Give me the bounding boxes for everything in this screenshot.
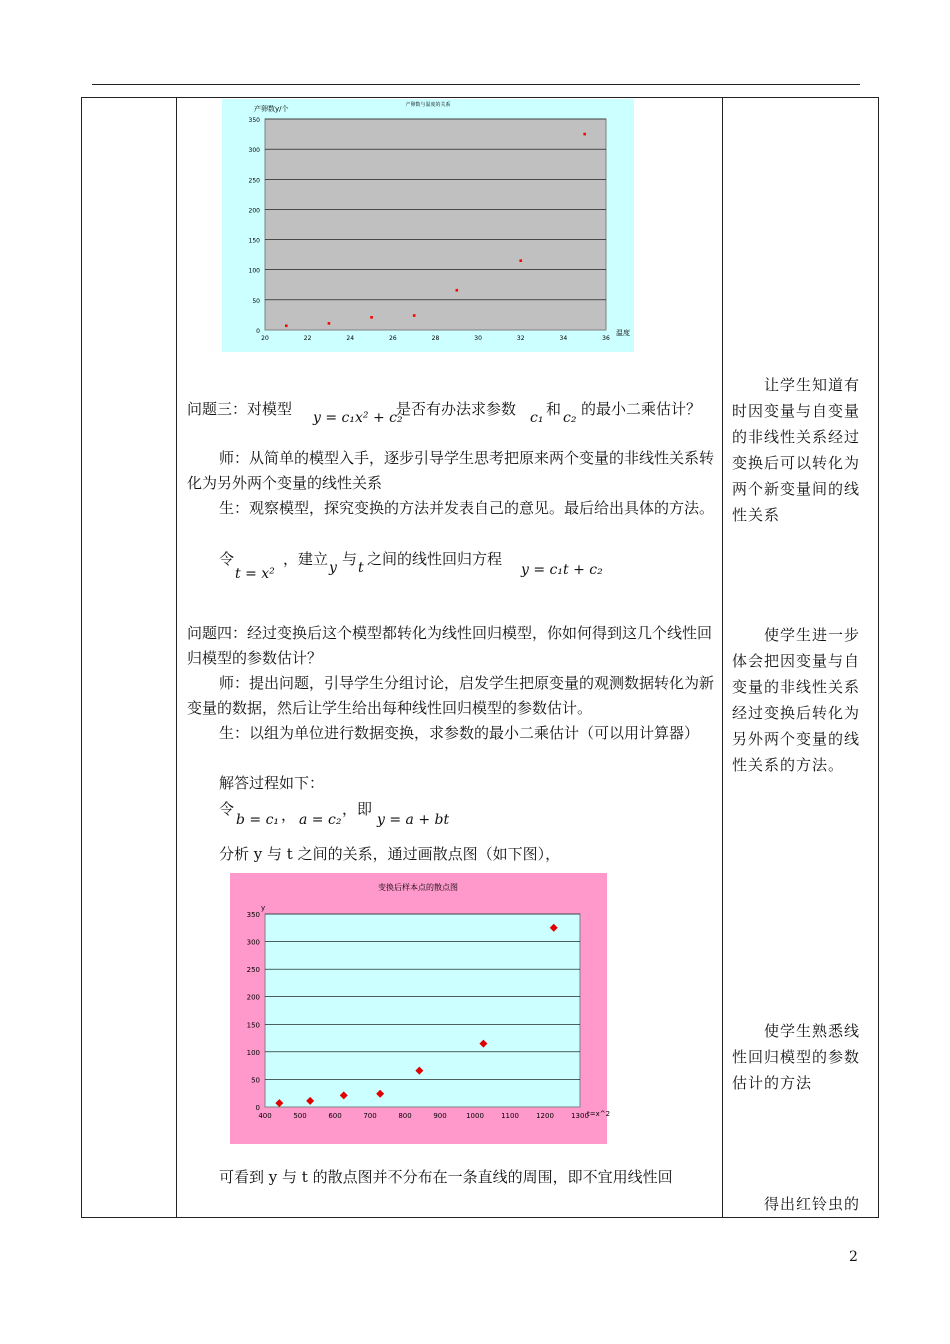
y-tick-label: 0 (256, 328, 260, 335)
chart-temperature-eggs (222, 99, 634, 352)
y-tick-label: 150 (248, 237, 260, 245)
x-tick-label: 24 (346, 335, 355, 342)
let1-text-c: 与 (342, 550, 358, 568)
side-note-1 (732, 372, 874, 528)
y-tick-label: 0 (255, 1104, 260, 1112)
x-tick-label: 800 (398, 1112, 412, 1120)
q3-c2: c₂ (563, 410, 577, 426)
y-tick-label: 350 (248, 117, 260, 124)
data-point (456, 289, 459, 292)
data-point (370, 316, 373, 319)
data-point (413, 314, 416, 317)
y-tick-label: 200 (248, 207, 260, 215)
x-tick-label: 36 (602, 335, 610, 342)
x-tick-label: 30 (474, 335, 482, 342)
x-tick-label: 600 (328, 1112, 342, 1120)
q3-mid: 是否有办法求参数 (396, 400, 517, 418)
x-axis-label: t=x^2 (587, 1110, 611, 1118)
y-tick-label: 200 (246, 993, 260, 1002)
let2-line-eq: y = a + bt (377, 812, 450, 828)
y-tick-label: 100 (248, 267, 260, 275)
side-note-1-text: 让学生知道有时因变量与自变量的非线性关系经过变换后可以转化为两个新变量间的线性关系 (732, 376, 861, 524)
data-point (285, 324, 288, 327)
q3-c1: c₁ (530, 410, 544, 426)
y-tick-label: 300 (246, 938, 260, 947)
y-tick-label: 350 (246, 911, 260, 919)
side-note-4 (732, 1191, 874, 1217)
teacher-paragraph-2: 师：提出问题，引导学生分组讨论，启发学生把原变量的观测数据转化为新变量的数据，然后让学生给出每种线性回归模型的参数估计。 (187, 674, 715, 717)
let1-text-b: ，建立 (283, 550, 329, 568)
side-note-3-text: 使学生熟悉线性回归模型的参数估计的方法 (732, 1022, 861, 1092)
y-tick-label: 250 (248, 177, 260, 185)
q4-paragraph: 问题四：经过变换后这个模型都转化为线性回归模型，你如何得到这几个线性回归模型的参数估计？ (187, 624, 713, 667)
x-tick-label: 700 (363, 1112, 377, 1120)
side-note-2-text: 使学生进一步体会把因变量与自变量的非线性关系经过变换后转化为另外两个变量的线性关系的方法。 (732, 626, 861, 774)
q3-and: 和 (546, 400, 562, 418)
x-tick-label: 22 (303, 335, 312, 342)
student-paragraph-1: 生：观察模型，探究变换的方法并发表自己的意见。最后给出具体的方法。 (219, 499, 715, 517)
let1-t: t (358, 560, 364, 576)
student-paragraph-2: 生：以组为单位进行数据变换，求参数的最小二乘估计（可以用计算器） (219, 724, 700, 742)
let1-text-d: 之间的线性回归方程 (367, 550, 503, 568)
let2-comma: ， (281, 806, 297, 824)
header-rule (92, 84, 860, 85)
y-tick-label: 150 (246, 1021, 260, 1030)
y-tick-label: 50 (251, 1076, 260, 1085)
y-axis-label: 产卵数y/个 (254, 105, 289, 113)
data-point (328, 322, 331, 325)
let2-text-a: 令 (219, 800, 235, 818)
plot-area (265, 119, 606, 330)
y-tick-label: 300 (248, 147, 260, 155)
let2-b-eq: b = c₁ (236, 812, 280, 828)
teacher-paragraph-1: 师：从简单的模型入手，逐步引导学生思考把原来两个变量的非线性关系转化为另外两个变量的线性关系 (187, 449, 715, 492)
let1-equation: y = c₁t + c₂ (521, 562, 603, 578)
let2-a-eq: a = c₂ (299, 812, 342, 828)
chart-transformed (230, 873, 611, 1144)
x-tick-label: 900 (433, 1112, 447, 1120)
chart1-svg (222, 99, 634, 352)
let2-ie: ，即 (342, 800, 373, 818)
chart-title: 产卵数与温度的关系 (405, 102, 451, 108)
x-tick-label: 1100 (501, 1112, 519, 1120)
solve-heading: 解答过程如下： (219, 774, 325, 792)
side-note-3 (732, 1018, 874, 1096)
q3-prefix: 问题三：对模型 (187, 400, 293, 418)
q3-formula: y = c₁x² + c₂ (313, 410, 403, 426)
x-tick-label: 20 (261, 335, 269, 342)
y-axis-label: y (261, 904, 266, 912)
let1-text-a: 令 (219, 550, 235, 568)
y-tick-label: 50 (252, 297, 260, 305)
let1-y: y (329, 560, 337, 576)
chart-title: 变换后样本点的散点图 (378, 883, 458, 892)
x-tick-label: 32 (516, 335, 525, 342)
x-tick-label: 1000 (466, 1112, 484, 1120)
column-divider-right (722, 97, 723, 1218)
data-point (583, 133, 586, 136)
page-number: 2 (849, 1249, 858, 1265)
x-tick-label: 400 (258, 1112, 272, 1120)
x-tick-label: 1300 (571, 1112, 589, 1120)
side-note-4-text: 得出红铃虫的 (764, 1195, 861, 1213)
column-divider-left (176, 97, 177, 1218)
x-tick-label: 26 (389, 335, 397, 342)
x-tick-label: 1200 (536, 1112, 554, 1120)
q3-suffix: 的最小二乘估计？ (581, 400, 702, 418)
data-point (519, 259, 522, 262)
side-note-2 (732, 622, 874, 778)
analyze-paragraph: 分析 y 与 t 之间的关系，通过画散点图（如下图）， (219, 845, 561, 863)
x-axis-label: 温度 (616, 329, 630, 337)
x-tick-label: 500 (293, 1112, 307, 1120)
y-tick-label: 100 (246, 1048, 260, 1057)
y-tick-label: 250 (246, 966, 260, 975)
x-tick-label: 28 (431, 335, 440, 342)
x-tick-label: 34 (559, 335, 568, 342)
chart2-svg (230, 873, 611, 1144)
plot-area (265, 914, 580, 1107)
conclusion-paragraph: 可看到 y 与 t 的散点图并不分布在一条直线的周围，即不宜用线性回 (219, 1168, 673, 1186)
let1-formula: t = x² (235, 566, 275, 582)
